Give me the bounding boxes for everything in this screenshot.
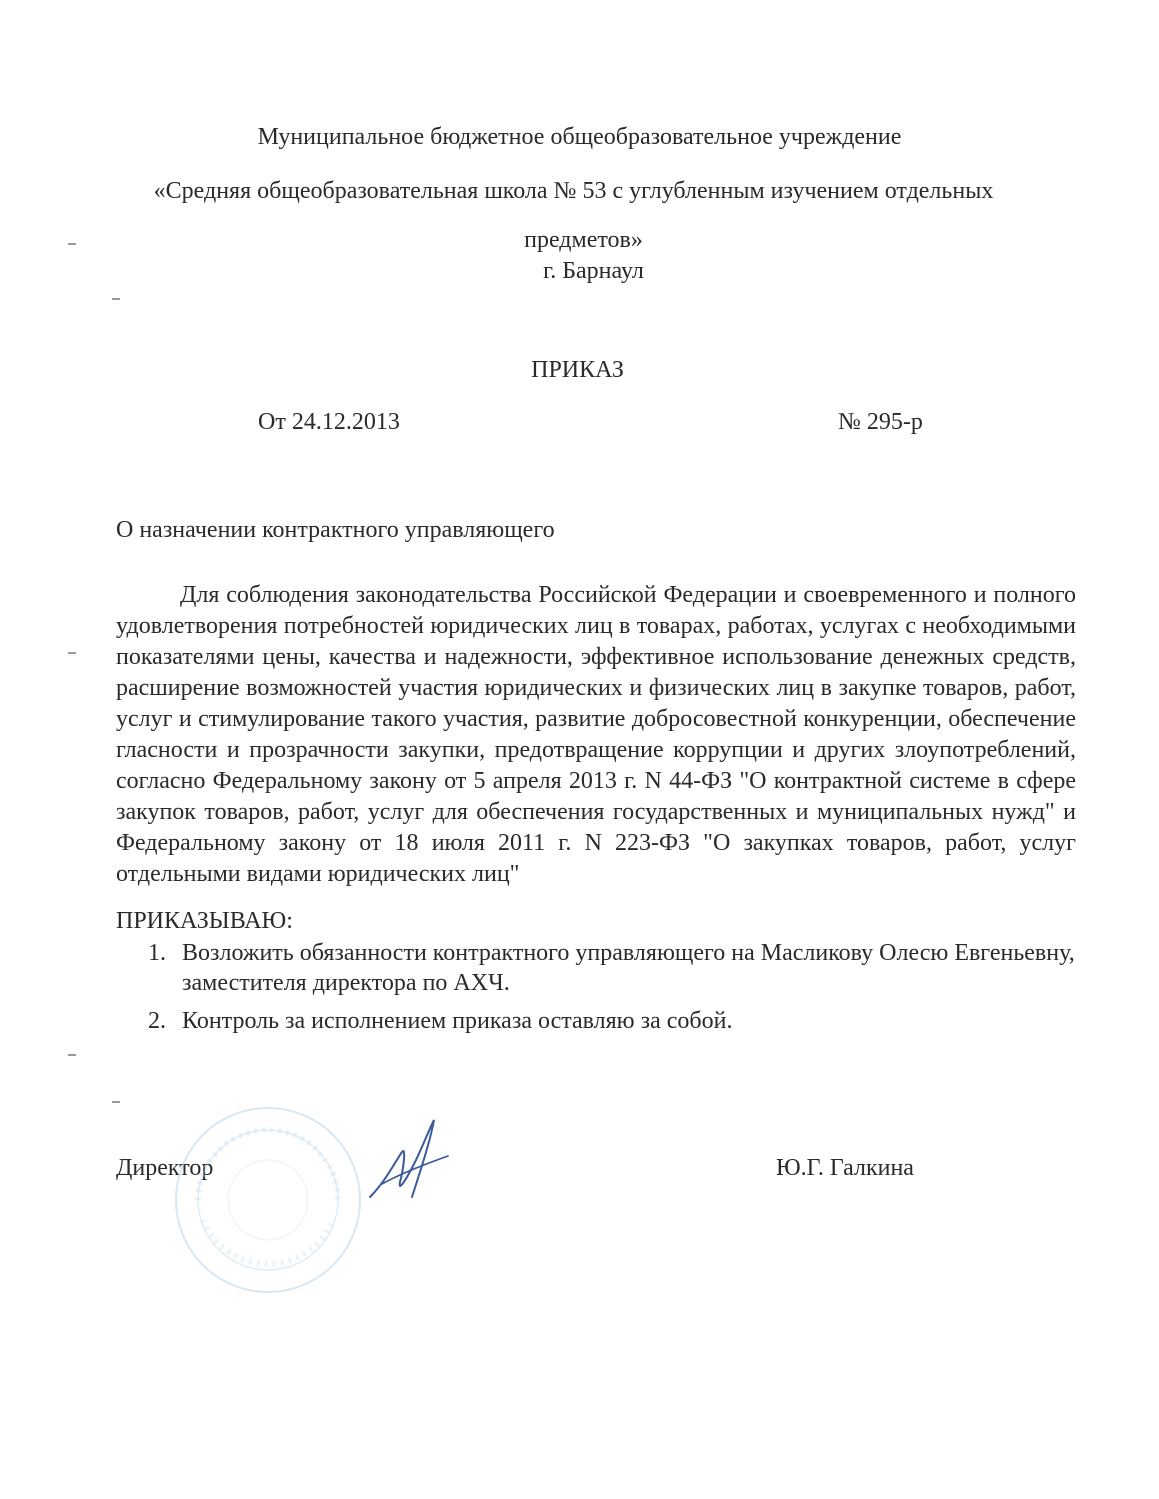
- signatory-name: Ю.Г. Галкина: [776, 1155, 914, 1181]
- order-subject: О назначении контрактного управляющего: [116, 517, 555, 543]
- institution-name-line3: предметов»: [524, 227, 643, 253]
- scan-mark: [68, 1054, 76, 1056]
- list-item-number: 1.: [148, 940, 166, 966]
- scan-mark: [68, 243, 76, 245]
- institution-name-line2: «Средняя общеобразовательная школа № 53 с углубленным изучением отдельных: [153, 178, 994, 204]
- stamp-seal-icon: [168, 1100, 368, 1300]
- institution-name-line1: Муниципальное бюджетное общеобразовательное учреждение: [257, 124, 902, 150]
- order-date: От 24.12.2013: [258, 409, 400, 435]
- order-body-paragraph: Для соблюдения законодательства Российской Федерации и своевременного и полного удовлетворения потребностей юридических лиц в товарах, работах, услугах с необходимыми показателями цены, качества и надежности, эффективное использование денежных средств, расширение возможностей участия юридических и физических лиц в закупке товаров, работ, услуг и стимулирование такого участия, развитие добросовестной конкуренции, обеспечение гласности и прозрачности закупки, предотвращение коррупции и других злоупотреблений, согласно Федеральному закону от 5 апреля 2013 г. N 44-ФЗ "О контрактной системе в сфере закупок товаров, работ, услуг для обеспечения государственных и муниципальных нужд" и Федеральному закону от 18 июля 2011 г. N 223-ФЗ "О закупках товаров, работ, услуг отдельными видами юридических лиц": [116, 582, 1076, 887]
- list-item: [148, 1006, 1078, 1036]
- city: г. Барнаул: [543, 258, 644, 284]
- order-items-list: [148, 938, 1078, 1044]
- scan-mark: [68, 652, 76, 654]
- order-title: ПРИКАЗ: [531, 357, 624, 383]
- list-item-text: Контроль за исполнением приказа оставляю за собой.: [182, 1008, 733, 1034]
- order-command: ПРИКАЗЫВАЮ:: [116, 908, 293, 934]
- list-item: [148, 938, 1078, 998]
- scan-mark: [112, 298, 120, 300]
- scan-mark: [112, 1101, 120, 1103]
- order-number: № 295-р: [838, 409, 923, 435]
- signatory-position: Директор: [116, 1155, 214, 1181]
- signature-icon: [360, 1112, 470, 1212]
- list-item-number: 2.: [148, 1008, 166, 1034]
- list-item-text: Возложить обязанности контрактного управляющего на Масликову Олесю Евгеньевну, заместителя директора по АХЧ.: [182, 940, 1075, 996]
